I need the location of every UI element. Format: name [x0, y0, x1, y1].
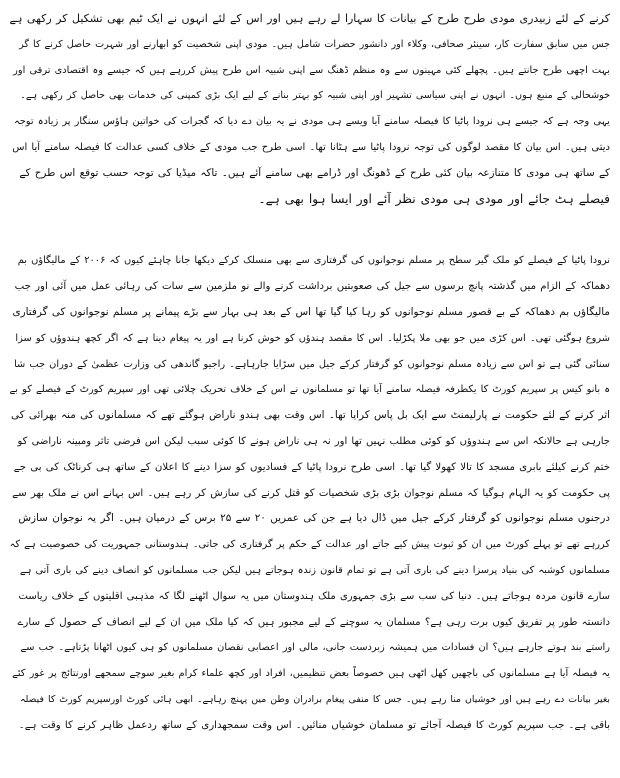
text-line: یہ فیصلہ آیا ہے مسلمانوں کی باچھیں کھل اٹھی ہیں خصوصاً بعض تنظیمیں، افراد اور کچھ علماء کرام بغیر سوچے سمجھے اورنتائج پر غور کئے: [12, 668, 610, 680]
text-line: کرنے کے لئے زبیدری مودی طرح طرح کے بیانات کا سہارا لے رہے ہیں اور اس کے لئے انہوں نے ایک ٹیم بھی تشکیل کر رکھی ہے: [10, 12, 610, 25]
text-line: بغیر بیانات دے رہے ہیں اور خوشیاں منا رہے ہیں۔ جس کا منفی پیغام برادران وطن میں پہنچ رہاہے۔ ابھی ہائی کورٹ اورسپریم کورٹ کا فیصلہ: [19, 693, 610, 705]
text-line: دیتی ہیں۔ اس بیان کا مقصد لوگوں کی توجہ نرودا پاٹیا سے ہٹانا تھا۔ اسی طرح جب مودی کے خلاف کسی عدالت کا فیصلہ سامنے آیا اس: [12, 141, 610, 153]
text-line: سارے قانون مردہ ہوجاتے ہیں۔ دنیا کی سب سے بڑی جمہوری ملک ہندوستان میں یہ سوال اٹھنے لگا کہ مذہبی اقلیتوں کے خلاف ریاست: [18, 590, 610, 602]
text-line: باقی ہے۔ جب سپریم کورٹ کا فیصلہ آجائے تو مسلمان خوشیاں منائیں۔ اس وقت سمجھداری کے ساتھ ردعمل ظاہر کرنے کا وقت ہے۔: [18, 719, 610, 731]
text-line: بہت اچھی طرح جانتے ہیں۔ پچھلے کئی مہینوں سے وہ منظم ڈھنگ سے اپنی شبیہ اس طرح پیش کررہے ہیں کہ جیسے وہ اقتصادی ترقی اور: [13, 64, 610, 76]
text-line: جس میں سابق سفارت کار، سینئر صحافی، وکلاء اور دانشور حضرات شامل ہیں۔ مودی اپنی شخصیت کو ابھارنے اور شہرت حاصل کرنے کا گر: [19, 38, 610, 50]
text-line: ہ بانو کیس پر سپریم کورٹ کا یکطرفہ فیصلہ سامنے آیا تھا تو مسلمانوں نے اس کے خلاف تحریک چلائی تھی اور سپریم کورٹ کے فیصلے کو بے: [10, 384, 610, 396]
text-line: جارہی ہے حالانکہ اس سے ہندوؤں کو کوئی مطلب نہیں تھا اور نہ ہی ناراض ہونے کا کوئی سبب لیکن اس فرضی تاثر ومبینہ ناراضی کو: [17, 435, 610, 447]
text-line: اثر کرنے کے لئے حکومت نے پارلیمنٹ سے ایک بل پاس کرایا تھا۔ اس وقت بھی ہندو ناراض ہوگئے تھے کہ مسلمانوں کی منہ بھرائی کی: [10, 409, 610, 422]
text-line: کے ساتھ ہی مودی کا متنازعہ بیان کئی طرح کے ڈھونگ اور ڈرامے بھی سامنے آئے ہیں۔ تاکہ میڈیا کی توجہ حسب توقع اس طرح کے: [19, 166, 610, 179]
text-line: درجنوں مسلم نوجوانوں کو گرفتار کرکے جیل میں ڈال دیا ہے جن کی عمریں ۲۰ سے ۲۵ برس کے درمیان ہیں۔ اگر یہ نوجوان سازش: [18, 512, 610, 525]
text-line: شروع ہوگئی تھی۔ اس کڑی میں جو بھی ملا پکڑلیا۔ اس کا مقصد ہندؤں کو خوش کرنا ہے اور یہ پیغام دینا ہے کہ اگر کچھ ہندوؤں کو سزا: [15, 332, 610, 344]
text-line: کررہے تھے تو پہلے کورٹ میں ان کو ثبوت پیش کیے جاتے اور عدالت کے حکم پر گرفتاری کی جاتی۔ ہندوستانی جمہوریت کی خصوصیت ہے کہ: [10, 539, 610, 551]
text-line: فیصلے ہٹ جائے اور مودی ہی مودی نظر آئے اور ایسا ہوا بھی ہے۔: [258, 191, 610, 206]
article-paragraph-2: [10, 248, 610, 738]
text-line: دھماکہ کے الزام میں گذشتہ پانچ برسوں سے جیل کی صعوبتیں برداشت کرنے والے نو ملزمین سے سات کی رہائی عمل میں آئی اور جب: [14, 281, 610, 293]
text-line: مالیگاؤں بم دھماکہ کے بے قصور مسلم نوجوانوں کو رہا کیا گیا تھا اس کے بعد ہی بہار سے بڑے پیمانے پر مسلم نوجوانوں کی گرفتاری: [12, 305, 610, 318]
text-line: پی حکومت کو یہ الہام ہوگیا کہ مسلم نوجوان بڑی بڑی شخصیات کو قتل کرنے کی سازش کر رہے ہیں۔ اس بہانے اس نے ملک بھر سے: [12, 487, 610, 499]
text-line: دانستہ طور پر تفریق کیوں برت رہی ہے؟ مسلمان یہ سوچنے کے لیے مجبور ہیں کہ کیا ملک میں ان کے لیے انصاف کے حصول کے سارے: [17, 616, 610, 628]
text-line: نرودا پاٹیا کے فیصلے کو ملک گیر سطح پر مسلم نوجوانوں کی گرفتاری سے بھی منسلک کرکے دیکھا جانا چاہئے کیوں کہ ۲۰۰۶ کے مالیگاؤں بم: [17, 255, 610, 267]
text-line: خوشحالی کے منبع ہوں۔ انہوں نے اپنی سیاسی تشہیر اور اپنی شبیہ کو بہتر بنانے کے لیے ایک بڑی کمپنی کی خدمات بھی حاصل کر رکھی ہے۔: [20, 90, 610, 102]
text-line: یہی وجہ ہے کہ جیسے ہی نرودا پاٹیا کا فیصلہ سامنے آیا ویسے ہی مودی نے یہ بیان دے دیا کہ گجرات کی خواتین ہاؤس سنگار پر زیادہ توجہ: [14, 116, 610, 128]
text-line: سنائی گئی ہے تو اس سے زیادہ مسلم نوجوانوں کو گرفتار کرکے جیل میں سڑایا جارہاہے۔ راجیو گاندھی کی وزارت عظمیٰ کے دوران جب شا: [14, 358, 610, 370]
text-line: راستے بند ہوتے جارہے ہیں؟ ان فسادات میں ہمیشہ زبردست جانی، مالی اور اعصابی نقصان مسلمانوں کو ہی کیوں اٹھانا پڑتاہے۔ جب سے: [20, 642, 610, 654]
text-line: مسلمانوں کوشبہ کی بنیاد پرسزا دینے کی باری آتی ہے تو تمام قانون زندہ ہوجاتے ہیں لیکن جب مسلمانوں کو انصاف دینے کی باری آتی ہے: [19, 564, 610, 576]
article-paragraph-1: [10, 6, 610, 212]
text-line: ختم کرنے کیلئے بابری مسجد کا تالا کھولا گیا تھا۔ اسی طرح نرودا پاٹیا کے فسادیوں کو سزا دینے کا اعلان کے ساتھ ہی کرناٹک کی بی جے: [13, 461, 610, 473]
